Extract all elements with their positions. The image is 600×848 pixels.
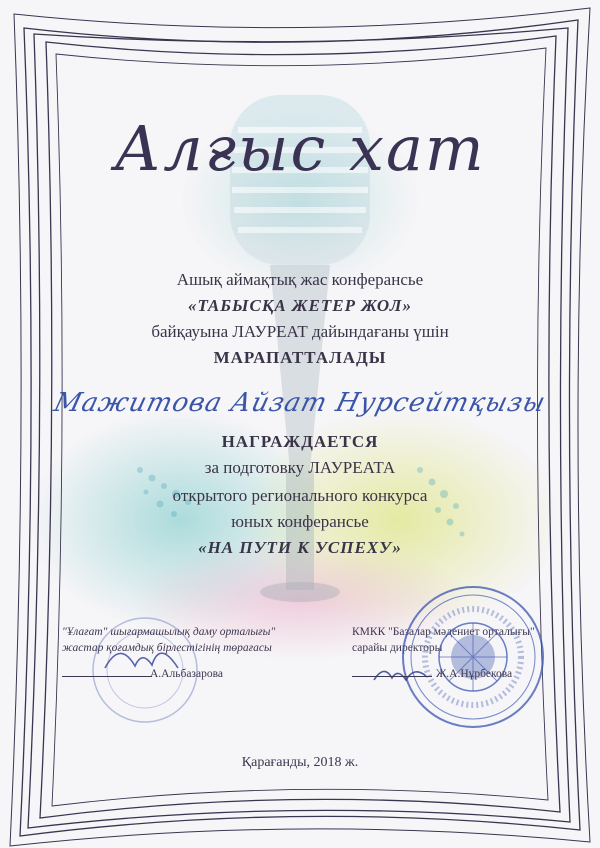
left-signature-line: [62, 676, 152, 677]
left-signer-name: А.Альбазарова: [150, 668, 223, 680]
right-org: КМКК "Базалар мәдениет орталығы": [352, 626, 535, 638]
recipient-name: Мажитова Айзат Нурсейтқызы: [50, 388, 550, 418]
certificate-title: Алғыс хат: [114, 112, 486, 185]
ru-contest-name: «НА ПУТИ К УСПЕХУ»: [198, 538, 402, 557]
right-signature-line: [352, 676, 432, 677]
ru-line-3: открытого регионального конкурса: [172, 486, 428, 505]
kz-contest-name: «ТАБЫСҚА ЖЕТЕР ЖОЛ»: [188, 296, 412, 315]
right-stamp: [398, 582, 548, 732]
left-org: "Ұлағат" шығармашылық даму орталығы": [62, 626, 276, 638]
right-signer-name: Ж.А.Нұрбекова: [436, 668, 513, 680]
ru-line-4: юных конферансье: [231, 512, 369, 531]
right-signature: [370, 660, 430, 690]
kz-awarded: МАРАПАТТАЛАДЫ: [213, 348, 387, 367]
ru-line-2: за подготовку ЛАУРЕАТА: [204, 458, 396, 477]
kz-line-1: Ашық аймақтық жас конферансье: [176, 270, 424, 289]
ru-awarded: НАГРАЖДАЕТСЯ: [221, 432, 379, 451]
kz-line-3: байқауына ЛАУРЕАТ дайындағаны үшін: [151, 322, 449, 341]
left-role: жастар қоғамдық бірлестігінің төрағасы: [62, 642, 272, 654]
right-role: сарайы директоры: [352, 642, 443, 654]
place-date: Қарағанды, 2018 ж.: [241, 755, 359, 770]
